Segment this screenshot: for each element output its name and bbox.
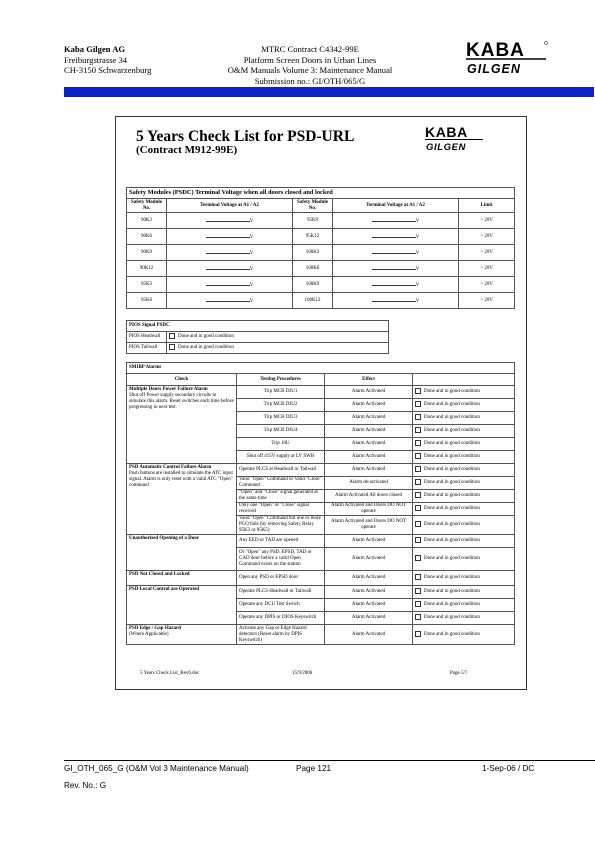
doc-footer-page: Page 5/7 [450,671,468,676]
checkbox[interactable] [415,427,421,433]
checkbox-label: Done and in good condition [424,632,480,638]
effect-cell: Alarm Activated [325,586,413,599]
kaba-gilgen-logo [466,40,548,76]
status-cell [413,599,515,612]
effect-cell: Alarm Activated [325,535,413,548]
effect-cell: Alarm Activated [325,612,413,625]
checkbox-label: Done and in good condition [424,480,480,486]
checkbox[interactable] [169,333,175,339]
unit: V [415,219,420,224]
checkbox-label: Done and in good condition [424,538,480,544]
pios-check-cell [167,332,389,343]
doc-footer-date: 15/9/2006 [292,671,313,676]
checkbox-label: Done and in good condition [178,345,234,351]
procedure-cell: Only one "Open" or "Close" signal received [237,503,325,516]
procedure-cell: "Open" and "Close" signal generated at the same time [237,490,325,503]
unit: V [249,299,254,304]
logo-line-2: GILGEN [467,62,521,76]
smibp-table [126,362,515,645]
voltage-entry[interactable] [333,213,459,229]
col-header-effect: Effect [325,374,413,386]
unit: V [249,283,254,288]
checkbox[interactable] [169,344,175,350]
pios-table [126,320,389,354]
contract-info [205,44,415,86]
logo-small-line-2: GILGEN [426,142,467,152]
voltage-entry[interactable] [167,245,293,261]
unit: V [249,251,254,256]
check-cell [127,535,237,571]
status-cell [413,516,515,535]
project-name: Platform Screen Doors in Urban Lines [243,54,377,65]
procedure-cell: Shut off 415V supply at LV SWB [237,451,325,464]
checkbox[interactable] [415,505,421,511]
check-name: PSD Automatic Control Failure Alarm [129,465,212,470]
limit-cell: > 20V [459,277,515,293]
submission-number: Submission no.: GI/OTH/065/G [254,75,366,86]
checkbox-label: Done and in good condition [424,589,480,595]
check-name: PSD Local Control are Operated [129,587,200,592]
smibp-row [127,535,515,548]
unit: V [415,251,420,256]
col-header-module-1: Safety Module No. [127,199,167,213]
checkbox-label: Done and in good condition [424,428,480,434]
status-cell [413,503,515,516]
smibp-row [127,586,515,599]
logo-line-1: KABA [466,40,525,61]
check-cell [127,571,237,586]
effect-cell: Alarm Activated All doors closed [325,490,413,503]
status-cell [413,571,515,586]
address-line-2: CH-3150 Schwarzenburg [64,65,152,75]
effect-cell: Alarm Activated [325,625,413,645]
col-header-procedures: Testing Procedures [237,374,325,386]
checkbox-label: Done and in good condition [424,556,480,562]
limit-cell: > 20V [459,293,515,309]
status-cell [413,464,515,477]
doc-footer-filename: 5 Years Check List_Rev6.doc [140,671,200,676]
smibp-section-row [127,363,515,374]
smibp-row [127,464,515,477]
check-name: PSD Edge / Gap Hazard [129,626,181,631]
effect-cell: Alarm de-activated [325,477,413,490]
checkbox-label: Done and in good condition [424,415,480,421]
kaba-gilgen-logo-small [425,125,485,152]
col-header-check: Check [127,374,237,386]
voltage-entry[interactable] [167,213,293,229]
checkbox[interactable] [415,401,421,407]
voltage-entry[interactable] [333,261,459,277]
voltage-entry[interactable] [333,245,459,261]
unit: V [249,235,254,240]
check-cell [127,625,237,645]
pios-label: PIOS Tailwall [127,343,167,354]
checkbox[interactable] [415,555,421,561]
pios-section-title: PIOS Signal PSDC [127,321,389,332]
check-cell [127,386,237,464]
voltage-row [127,277,515,293]
checkbox[interactable] [415,414,421,420]
module-cell: 90K6 [127,229,167,245]
procedure-cell: Operate PLCS Headwall or Tailwall [237,586,325,599]
pios-check-cell [167,343,389,354]
procedure-cell: Trip MCB DJU1 [237,386,325,399]
col-header-limit: Limit [459,199,515,213]
col-header-voltage-2: Terminal Voltage at A1 / A2 [333,199,459,213]
checkbox[interactable] [415,492,421,498]
procedure-cell: Trip 10U [237,438,325,451]
module-cell: 90K12 [127,261,167,277]
procedure-cell: Operate PLCS at Headwall or Tailwall [237,464,325,477]
status-cell [413,477,515,490]
checkbox-label: Done and in good condition [424,493,480,499]
footer-rule [64,760,595,761]
checkbox-label: Done and in good condition [424,575,480,581]
unit: V [249,267,254,272]
effect-cell: Alarm Activated and Doors DO NOT operate [325,503,413,516]
procedure-cell: Trip MCB DJU4 [237,425,325,438]
checkbox-label: Done and in good condition [424,454,480,460]
status-cell [413,399,515,412]
smibp-row [127,625,515,645]
effect-cell: Alarm Activated [325,399,413,412]
status-cell [413,548,515,571]
col-header-module-2: Safety Module No. [293,199,333,213]
limit-cell: > 20V [459,245,515,261]
voltage-row [127,245,515,261]
effect-cell: Alarm Activated [325,464,413,477]
voltage-entry[interactable] [333,277,459,293]
module-cell: 90K9 [127,245,167,261]
header-bar [64,87,594,97]
checkbox[interactable] [415,453,421,459]
check-name: PSD Not Closed and Locked [129,572,190,577]
procedure-cell: Operate any DPIS or DIOS Keyswitch [237,612,325,625]
col-header-status [413,374,515,386]
pios-row [127,332,389,343]
procedure-cell: Operate any DCU Test Switch [237,599,325,612]
unit: V [415,283,420,288]
pios-label: PIOS Headwall [127,332,167,343]
voltage-row [127,293,515,309]
unit: V [249,219,254,224]
voltage-row [127,261,515,277]
checkbox-label: Done and in good condition [424,389,480,395]
module-cell: 95K12 [293,229,333,245]
address-line-1: Freiburgstrasse 34 [64,54,128,65]
voltage-entry[interactable] [167,261,293,277]
limit-cell: > 20V [459,229,515,245]
effect-cell: Alarm Activated [325,548,413,571]
effect-cell: Alarm Activated [325,438,413,451]
voltage-row [127,213,515,229]
voltage-table [126,187,515,309]
checkbox[interactable] [415,601,421,607]
checkbox[interactable] [415,631,421,637]
module-cell: 90K3 [127,213,167,229]
effect-cell: Alarm Activated [325,571,413,586]
status-cell [413,386,515,399]
status-cell [413,535,515,548]
effect-cell: Alarm Activated [325,386,413,399]
effect-cell: Alarm Activated [325,451,413,464]
status-cell [413,438,515,451]
manual-name: O&M Manuals Volume 3: Maintenance Manual [227,65,393,75]
voltage-entry[interactable] [333,229,459,245]
contract-subtitle: (Contract M912-99E) [136,144,238,156]
unit: V [415,299,420,304]
voltage-entry[interactable] [167,293,293,309]
checkbox[interactable] [415,574,421,580]
effect-cell: Alarm Activated [325,599,413,612]
checkbox[interactable] [415,479,421,485]
checkbox-label: Done and in good condition [178,334,234,340]
effect-cell: Alarm Activated [325,412,413,425]
procedure-cell: Valid "Open" Command but one or more PCO fails (by removing Safety Relay 95K3 or 95K5) [237,516,325,535]
footer-date: 1-Sep-06 / DC [482,764,535,773]
check-description: Push buttons are installed to simulate the ATC input signal. Alarm is only reset with a valid ATC "Open" command [129,471,233,488]
procedure-cell: Trip MCB DJU2 [237,399,325,412]
procedure-cell: Open any PSD or EPSD door [237,571,325,586]
procedure-cell: Or "Open" any PSD, EPSD, TAD or CAD door before a valid Open Command exists on the station [237,548,325,571]
check-cell [127,464,237,535]
status-cell [413,625,515,645]
module-cell: 95K3 [127,277,167,293]
module-cell: 100K9 [293,277,333,293]
smibp-row [127,571,515,586]
module-cell: 95K9 [293,213,333,229]
procedure-cell: Any EED or TAD are opened [237,535,325,548]
checkbox-label: Done and in good condition [424,615,480,621]
pios-row [127,343,389,354]
status-cell [413,412,515,425]
module-cell: 100K3 [293,245,333,261]
procedure-cell: Trip MCB DJU3 [237,412,325,425]
pios-section-row [127,321,389,332]
unit: V [415,235,420,240]
contract-number: MTRC Contract C4342-99E [261,44,359,54]
check-cell [127,586,237,625]
effect-cell: Alarm Activated and Doors DO NOT operate [325,516,413,535]
check-name: Multiple Doors Power Failure Alarm [129,387,208,392]
checkbox[interactable] [415,466,421,472]
voltage-section-row [127,188,515,199]
check-description: (Where Applicable) [129,632,169,637]
voltage-entry[interactable] [167,229,293,245]
smibp-row [127,386,515,399]
footer-document-id: GI_OTH_065_G (O&M Vol 3 Maintenance Manual) [64,764,249,773]
checkbox-label: Done and in good condition [424,602,480,608]
check-name: Unauthorised Opening of a Door [129,536,200,541]
checkbox[interactable] [415,614,421,620]
module-cell: 100K6 [293,261,333,277]
voltage-section-title: Safety Modules (PSDC) Terminal Voltage when all doors closed and locked [127,188,515,199]
procedure-cell: Valid "Open" Command or Valid "Close" Command [237,477,325,490]
col-header-voltage-1: Terminal Voltage at A1 / A2 [167,199,293,213]
checkbox-label: Done and in good condition [424,506,480,512]
smibp-header-row [127,374,515,386]
limit-cell: > 20V [459,213,515,229]
checklist-title: 5 Years Check List for PSD-URL [136,128,355,145]
procedure-cell: Activate any Gap or Edge Hazard detectors (Reset alarm by DPIS Keyswitch) [237,625,325,645]
smibp-section-title: SMIBP Alarms [127,363,515,374]
check-description: Shut off Power supply secondary circuits to simulate this alarm. Reset switches each time before progressing to next test. [129,393,234,410]
company-name: Kaba Gilgen AG [64,44,126,54]
voltage-entry[interactable] [333,293,459,309]
voltage-entry[interactable] [167,277,293,293]
status-cell [413,586,515,599]
revision-number: Rev. No.: G [64,781,107,790]
checkbox[interactable] [415,588,421,594]
status-cell [413,451,515,464]
checkbox[interactable] [415,388,421,394]
checkbox[interactable] [415,537,421,543]
checkbox-label: Done and in good condition [424,467,480,473]
checkbox-label: Done and in good condition [424,441,480,447]
logo-small-line-1: KABA [425,125,468,140]
module-cell: 95K6 [127,293,167,309]
checkbox-label: Done and in good condition [424,522,480,528]
voltage-header-row [127,199,515,213]
limit-cell: > 20V [459,261,515,277]
checkbox-label: Done and in good condition [424,402,480,408]
effect-cell: Alarm Activated [325,425,413,438]
status-cell [413,425,515,438]
module-cell: 100K12 [293,293,333,309]
checkbox[interactable] [415,440,421,446]
voltage-row [127,229,515,245]
footer-page-number: Page 121 [296,764,332,773]
status-cell [413,612,515,625]
company-address [64,44,151,76]
checkbox[interactable] [415,521,421,527]
unit: V [415,267,420,272]
status-cell [413,490,515,503]
